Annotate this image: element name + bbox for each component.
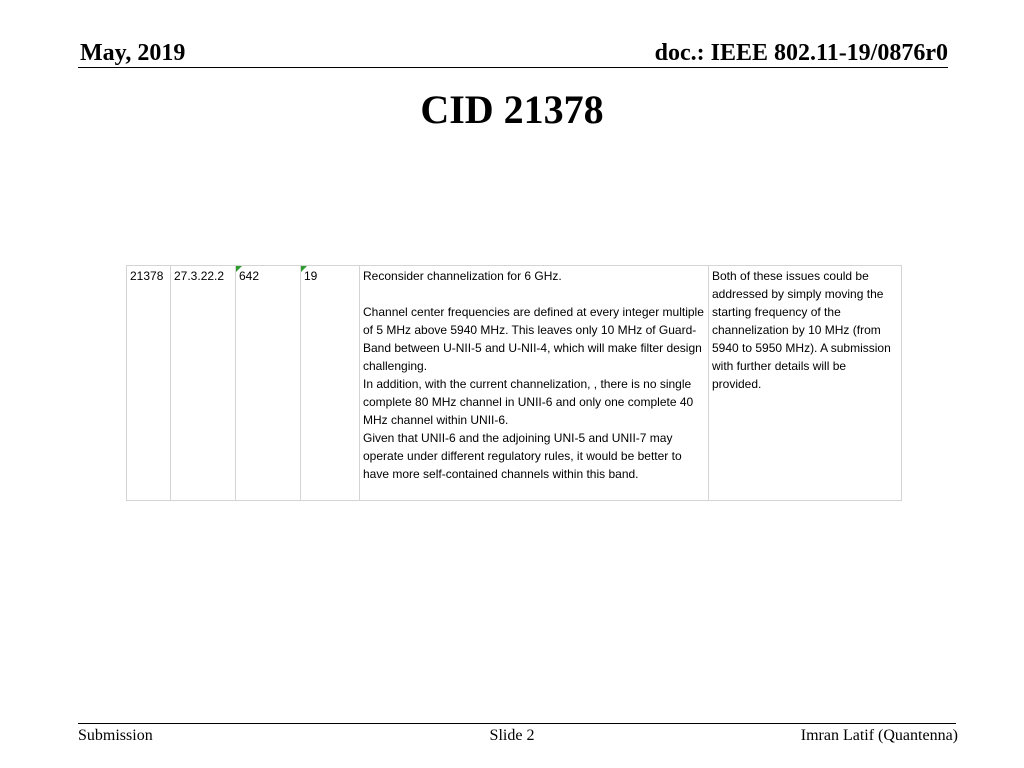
slide-title: CID 21378: [420, 87, 604, 132]
comment-spacer: [363, 285, 705, 303]
comment-cell: [360, 266, 709, 501]
comment-paragraph: Given that UNII-6 and the adjoining UNI-5 and UNII-7 may operate under different regulatory rules, it would be better to have more self-contained channels within this band.: [363, 431, 682, 481]
footer-divider: [78, 723, 956, 724]
cid-cell: 21378: [127, 266, 171, 501]
footer-submission: Submission: [78, 727, 153, 744]
header-date: May, 2019: [80, 40, 186, 66]
page-cell: [236, 266, 301, 501]
header-divider: [78, 67, 948, 68]
line-cell: [301, 266, 360, 501]
proposed-change-cell: Both of these issues could be addressed by simply moving the starting frequency of the channelization by 10 MHz (from 5940 to 5950 MHz). A submission with further details will be provided.: [709, 266, 902, 501]
comment-paragraph: Channel center frequencies are defined at every integer multiple of 5 MHz above 5940 MHz. This leaves only 10 MHz of Guard-Band between U-NII-5 and U-NII-4, which will make filter design challenging.: [363, 305, 704, 373]
comment-table: [126, 265, 902, 501]
clause-cell: 27.3.22.2: [171, 266, 236, 501]
comment-marker-icon: [236, 266, 242, 272]
comment-marker-icon: [301, 266, 307, 272]
table-row: [127, 266, 902, 501]
line-value: 19: [304, 269, 318, 283]
page-value: 642: [239, 269, 260, 283]
footer-author: Imran Latif (Quantenna): [800, 727, 958, 744]
header-doc-number: doc.: IEEE 802.11-19/0876r0: [654, 40, 948, 66]
comment-paragraph: In addition, with the current channelization, , there is no single complete 80 MHz channel in UNII-6 and only one complete 40 MHz channel within UNII-6.: [363, 377, 694, 427]
footer-slide-number: Slide 2: [489, 727, 535, 744]
comment-paragraph: Reconsider channelization for 6 GHz.: [363, 269, 562, 283]
